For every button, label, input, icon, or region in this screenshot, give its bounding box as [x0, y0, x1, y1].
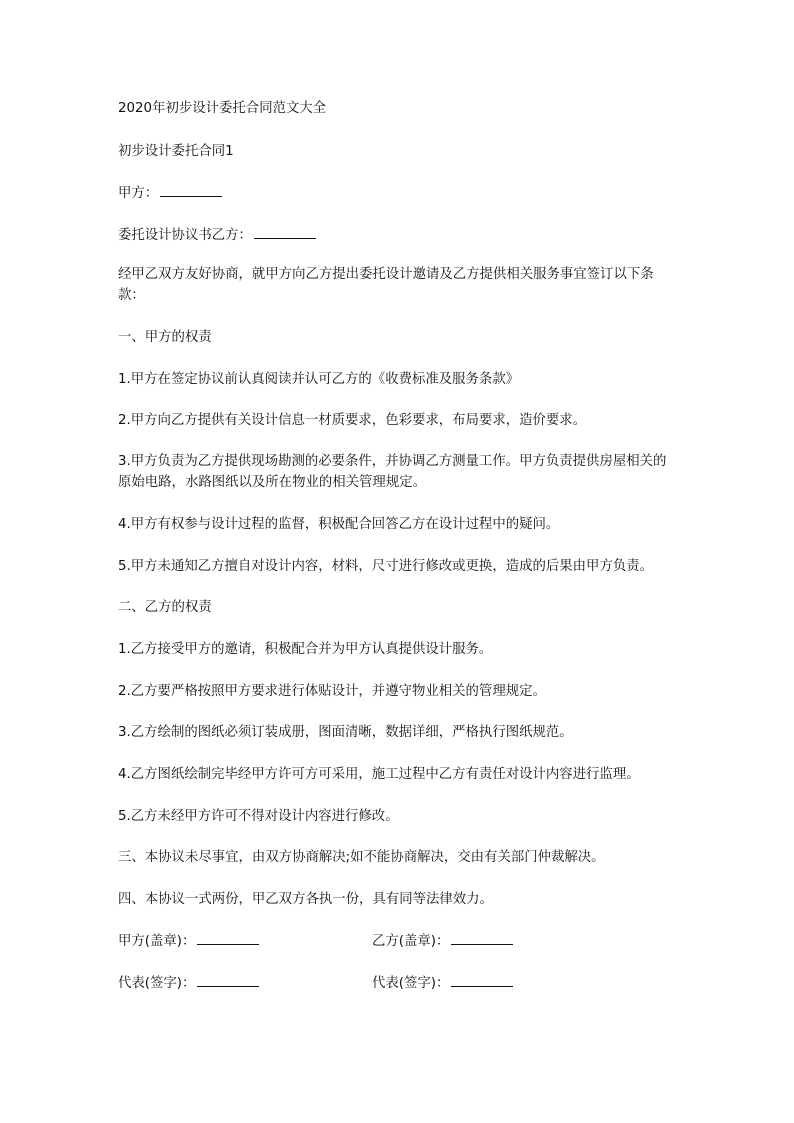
- party-a-label: 甲方：: [118, 186, 159, 201]
- section2-heading: 二、乙方的权责: [118, 600, 212, 615]
- section1-item-4: 4.甲方有权参与设计过程的监督，积极配合回答乙方在设计过程中的疑问。: [118, 517, 560, 532]
- section2-item-3: 3.乙方绘制的图纸必须订装成册，图面清晰，数据详细，严格执行图纸规范。: [118, 725, 573, 740]
- section4-paragraph: 四、本协议一式两份，甲乙双方各执一份，具有同等法律效力。: [118, 892, 493, 907]
- party-b-seal-label: 乙方(盖章)：: [372, 934, 450, 949]
- party-a-line: [118, 183, 678, 204]
- section3-paragraph: 三、本协议未尽事宜，由双方协商解决;如不能协商解决，交由有关部门仲裁解决。: [118, 850, 605, 865]
- party-a-seal-blank: [197, 931, 259, 945]
- party-b-line: [118, 225, 678, 246]
- section2-item-5: 5.乙方未经甲方许可不得对设计内容进行修改。: [118, 809, 399, 824]
- party-b-blank: [254, 225, 316, 239]
- intro-paragraph: 经甲乙双方友好协商，就甲方向乙方提出委托设计邀请及乙方提供相关服务事宜签订以下条款：: [118, 267, 654, 303]
- section2-item-2: 2.乙方要严格按照甲方要求进行体贴设计，并遵守物业相关的管理规定。: [118, 684, 546, 699]
- contract-heading: 初步设计委托合同1: [118, 144, 234, 159]
- party-a-rep-label: 代表(签字)：: [118, 976, 196, 991]
- section1-item-2: 2.甲方向乙方提供有关设计信息一材质要求，色彩要求，布局要求，造价要求。: [118, 413, 587, 428]
- party-a-rep-blank: [197, 973, 259, 987]
- section2-item-4: 4.乙方图纸绘制完毕经甲方许可方可采用，施工过程中乙方有责任对设计内容进行监理。: [118, 767, 640, 782]
- party-a-blank: [160, 183, 222, 197]
- party-b-rep-blank: [451, 973, 513, 987]
- section1-item-3: 3.甲方负责为乙方提供现场勘测的必要条件，并协调乙方测量工作。甲方负责提供房屋相关的原始电路，水路图纸以及所在物业的相关管理规定。: [118, 454, 667, 490]
- party-b-seal-line: [372, 931, 513, 952]
- party-b-label: 委托设计协议书乙方：: [118, 228, 252, 243]
- party-a-seal-label: 甲方(盖章)：: [118, 934, 196, 949]
- section1-heading: 一、甲方的权责: [118, 330, 212, 345]
- party-b-rep-label: 代表(签字)：: [372, 976, 450, 991]
- section1-item-1: 1.甲方在签定协议前认真阅读并认可乙方的《收费标准及服务条款》: [118, 372, 520, 387]
- section1-item-5: 5.甲方未通知乙方擅自对设计内容，材料，尺寸进行修改或更换，造成的后果由甲方负责。: [118, 559, 654, 574]
- section2-item-1: 1.乙方接受甲方的邀请，积极配合并为甲方认真提供设计服务。: [118, 642, 493, 657]
- party-a-seal-line: [118, 931, 358, 952]
- party-b-seal-blank: [451, 931, 513, 945]
- party-a-rep-line: [118, 973, 358, 994]
- document-title: 2020年初步设计委托合同范文大全: [118, 101, 327, 116]
- party-b-rep-line: [372, 973, 513, 994]
